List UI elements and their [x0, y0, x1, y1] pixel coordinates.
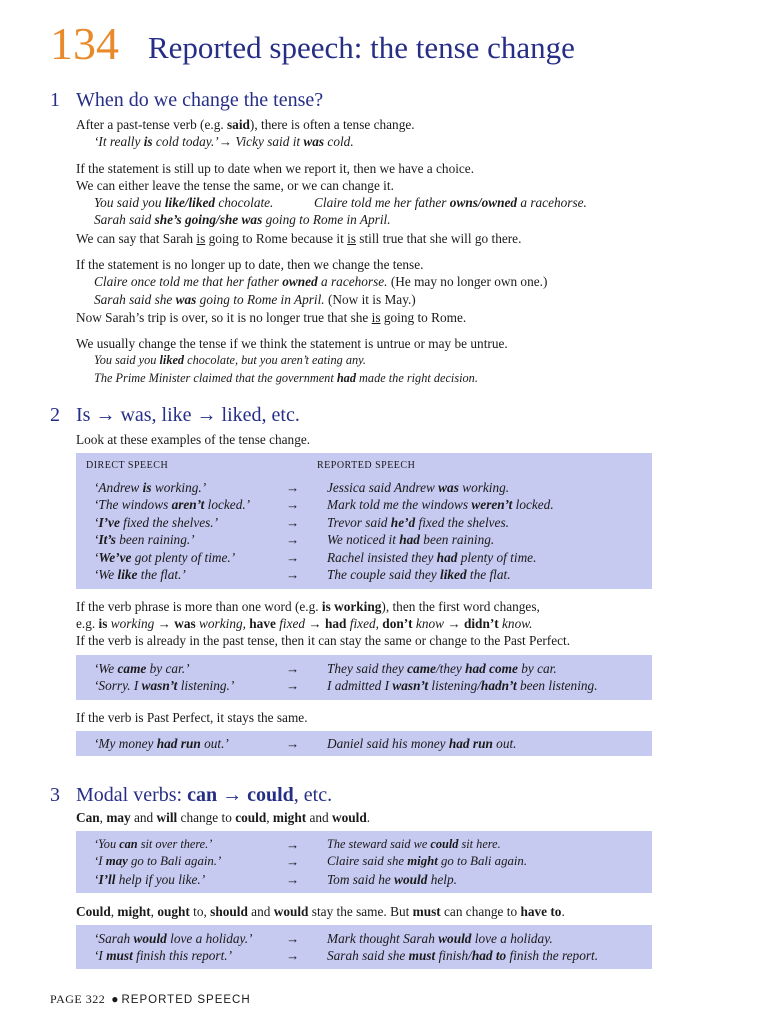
arrow-icon: → — [286, 736, 300, 751]
reported-speech: The steward said we could sit here. — [327, 837, 501, 851]
section-number: 1 — [50, 89, 60, 111]
s1-example-4: Claire once told me that her father owned a racehorse. (He may no longer own one.) — [94, 274, 548, 289]
section-3-heading: 3 Modal verbs: can → could, etc. — [50, 784, 333, 806]
direct-speech: ‘It’s been raining.’ — [94, 532, 195, 547]
s1-intro: After a past-tense verb (e.g. said), there is often a tense change. — [76, 117, 415, 132]
reported-speech: Mark thought Sarah would love a holiday. — [327, 931, 553, 946]
s2-p2: e.g. is working → was working, have fixed → had fixed, don’t know → didn’t know. — [76, 616, 533, 631]
direct-speech: ‘I’ve fixed the shelves.’ — [94, 515, 219, 530]
arrow-icon: → — [196, 404, 217, 426]
direct-speech: ‘I’ll help if you like.’ — [94, 872, 206, 887]
s2-p1: If the verb phrase is more than one word (e.g. is working), then the first word changes, — [76, 599, 540, 614]
direct-speech: ‘You can sit over there.’ — [94, 837, 213, 851]
arrow-icon: → — [286, 661, 300, 676]
s1-example-6: You said you liked chocolate, but you aren’t eating any. — [94, 353, 366, 367]
arrow-icon: → — [286, 532, 300, 547]
reported-speech: They said they came/they had come by car. — [327, 661, 557, 676]
bullet-icon: ● — [111, 992, 119, 1006]
unit-number: 134 — [50, 18, 119, 69]
reported-speech: Sarah said she must finish/had to finish the report. — [327, 948, 599, 963]
section-number: 2 — [50, 404, 60, 426]
s1-p4-line1: We usually change the tense if we think the statement is untrue or may be untrue. — [76, 336, 508, 351]
arrow-icon: → — [286, 837, 300, 852]
column-header-direct: DIRECT SPEECH — [86, 460, 169, 471]
s1-example-2a: You said you like/liked chocolate. — [94, 195, 274, 210]
arrow-icon: → — [286, 678, 300, 693]
s1-p3-line2: Now Sarah’s trip is over, so it is no longer true that she is going to Rome. — [76, 310, 467, 325]
direct-speech: ‘Andrew is working.’ — [94, 480, 207, 495]
s2-p3: If the verb is already in the past tense, then it can stay the same or change to the Past Perfect. — [76, 633, 571, 648]
arrow-icon: → — [286, 497, 300, 512]
s2-example-box-3 — [76, 731, 652, 756]
s1-example-7: The Prime Minister claimed that the government had made the right decision. — [94, 371, 478, 385]
section-2-heading: 2 Is → was, like → liked, etc. — [50, 404, 300, 426]
arrow-icon: → — [286, 872, 300, 887]
s1-example-1: ‘It really is cold today.’→ Vicky said it was cold. — [94, 134, 354, 149]
direct-speech: ‘I must finish this report.’ — [94, 948, 233, 963]
section-1-heading — [50, 88, 323, 112]
arrow-icon: → — [95, 404, 116, 426]
reported-speech: The couple said they liked the flat. — [327, 567, 511, 582]
arrow-icon: → — [286, 567, 300, 582]
footer-topic: REPORTED SPEECH — [121, 994, 251, 1006]
page-footer — [50, 992, 251, 1007]
section-title: When do we change the tense? — [76, 89, 324, 111]
direct-speech: ‘I may go to Bali again.’ — [94, 854, 222, 868]
reported-speech: Jessica said Andrew was working. — [327, 480, 510, 495]
direct-speech: ‘We’ve got plenty of time.’ — [94, 550, 236, 565]
s1-p2-line1: If the statement is still up to date when we report it, then we have a choice. — [76, 161, 475, 176]
unit-title: Reported speech: the tense change — [148, 30, 575, 65]
reported-speech: Mark told me the windows weren’t locked. — [327, 497, 554, 512]
s1-example-3: Sarah said she’s going/she was going to Rome in April. — [94, 212, 391, 227]
s1-example-5: Sarah said she was going to Rome in April. (Now it is May.) — [94, 292, 416, 307]
s2-p4: If the verb is Past Perfect, it stays the same. — [76, 710, 308, 725]
column-header-reported: REPORTED SPEECH — [317, 460, 416, 471]
reported-speech: I admitted I wasn’t listening/hadn’t been listening. — [327, 678, 598, 693]
reported-speech: We noticed it had been raining. — [327, 532, 495, 547]
arrow-icon: → — [222, 784, 243, 806]
s3-intro: Can, may and will change to could, might and would. — [76, 810, 371, 825]
arrow-icon: → — [286, 854, 300, 869]
section-number: 3 — [50, 784, 60, 806]
arrow-icon: → — [286, 948, 300, 963]
s1-p2-line3: We can say that Sarah is going to Rome because it is still true that she will go there. — [76, 231, 522, 246]
s2-example-box-2 — [76, 655, 652, 700]
reported-speech: Claire said she might go to Bali again. — [327, 854, 528, 868]
direct-speech: ‘We like the flat.’ — [94, 567, 186, 582]
direct-speech: ‘Sorry. I wasn’t listening.’ — [94, 678, 235, 693]
s3-example-box-1 — [76, 831, 652, 893]
reported-speech: Rachel insisted they had plenty of time. — [327, 550, 537, 565]
s1-example-2b: Claire told me her father owns/owned a racehorse. — [314, 195, 587, 210]
reported-speech: Trevor said he’d fixed the shelves. — [327, 515, 509, 530]
arrow-icon: → — [286, 550, 300, 565]
reported-speech: Daniel said his money had run out. — [327, 736, 517, 751]
arrow-icon: → — [218, 134, 233, 149]
arrow-icon: → — [286, 931, 300, 946]
arrow-icon: → — [286, 480, 300, 495]
direct-speech: ‘We came by car.’ — [94, 661, 190, 676]
s1-p3-line1: If the statement is no longer up to date, then we change the tense. — [76, 257, 424, 272]
s2-example-box-1 — [76, 453, 652, 589]
s3-example-box-2 — [76, 925, 652, 969]
page-number: PAGE 322 — [50, 992, 106, 1006]
reported-speech: Tom said he would help. — [327, 872, 457, 887]
s2-intro: Look at these examples of the tense change. — [76, 432, 311, 447]
s1-p2-line2: We can either leave the tense the same, or we can change it. — [76, 178, 394, 193]
arrow-icon: → — [286, 515, 300, 530]
s3-p2: Could, might, ought to, should and would stay the same. But must can change to have to. — [76, 904, 565, 919]
direct-speech: ‘Sarah would love a holiday.’ — [94, 931, 253, 946]
direct-speech: ‘The windows aren’t locked.’ — [94, 497, 251, 512]
direct-speech: ‘My money had run out.’ — [94, 736, 229, 751]
